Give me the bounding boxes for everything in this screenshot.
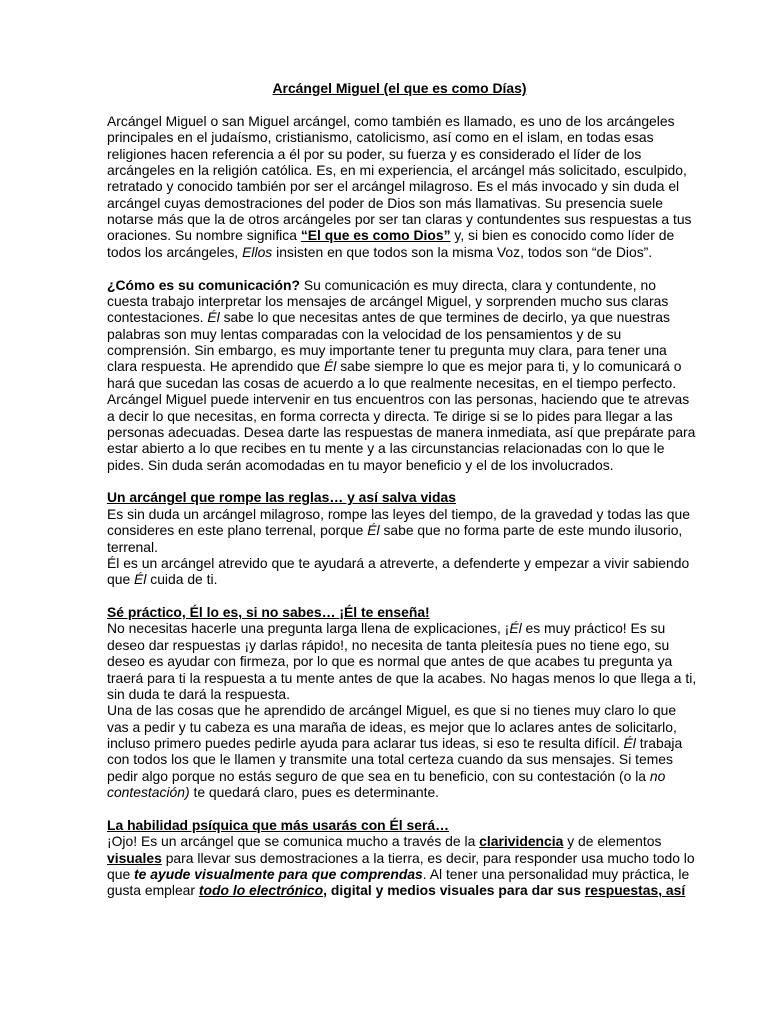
text-line xyxy=(107,735,692,751)
document-section xyxy=(107,816,695,899)
text-line xyxy=(107,555,692,571)
text-run: Arcángel Miguel o san Miguel arcángel, como también es llamado, es uno de los arcángeles xyxy=(107,112,675,129)
emphasis-text: todo lo electrónico xyxy=(198,882,324,899)
text-run: te quedará claro, pues es determinante. xyxy=(189,784,440,801)
text-run: estar abierto a lo que recibes en tu mente y a las circunstancias relacionadas con lo que le xyxy=(107,440,665,457)
text-run: sabe lo que necesitas antes de que termines de decirlo, ya que nuestras xyxy=(219,309,670,326)
text-run: que xyxy=(107,866,135,882)
text-run: y, si bien es conocido como líder de xyxy=(450,227,675,244)
text-line xyxy=(107,408,692,424)
text-run: oraciones. Su nombre significa xyxy=(107,227,301,244)
text-line xyxy=(107,522,692,538)
text-run: ¡Ojo! Es un arcángel que se comunica mucho a través de la xyxy=(107,833,480,850)
emphasis-text: Él xyxy=(367,522,380,539)
text-run: pedir algo porque no estás seguro de que sea en tu beneficio, con su contestación (o la xyxy=(107,767,650,784)
text-run: insisten en que todos son la misma Voz, todos son “de Dios”. xyxy=(272,243,653,260)
paragraph xyxy=(107,506,692,555)
emphasis-text: clarividencia xyxy=(479,833,564,850)
text-run: hará que sucedan las cosas de acuerdo a lo que realmente necesitas, en el tiempo perfecto. xyxy=(107,374,677,391)
text-run: incluso primero puedes pedirle ayuda para aclarar tus ideas, si eso te resulta difícil. xyxy=(107,735,624,751)
text-run: personas adecuadas. Desea darte las respuestas de manera inmediata, así que prepárate para xyxy=(107,423,696,440)
text-run: . Al tener una personalidad muy práctica, le xyxy=(422,866,690,882)
text-line xyxy=(107,113,692,129)
text-run: con todos los que le llamen y transmite una total certeza cuando da sus mensajes. Si temes xyxy=(107,751,673,768)
text-run: retratado y conocido también por ser el arcángel milagroso. Es el más invocado y sin duda el xyxy=(107,178,680,195)
document-section xyxy=(107,276,696,474)
text-line xyxy=(107,637,692,653)
section-heading: Un arcángel que rompe las reglas… y así salva vidas xyxy=(107,489,456,506)
text-line xyxy=(107,375,692,391)
text-line xyxy=(107,620,692,636)
text-run: cuida de ti. xyxy=(146,571,218,588)
text-run: es muy práctico! Es su xyxy=(521,620,666,637)
text-line xyxy=(107,866,692,882)
text-run: consideres en este plano terrenal, porque xyxy=(107,522,368,539)
text-line xyxy=(107,146,692,162)
text-run: Es sin duda un arcángel milagroso, rompe las leyes del tiempo, de la gravedad y todas las que xyxy=(107,505,690,522)
text-line xyxy=(107,686,692,702)
text-run: todos los arcángeles, xyxy=(107,243,243,260)
paragraph xyxy=(107,555,692,588)
text-line xyxy=(107,227,692,243)
text-line xyxy=(107,211,692,227)
text-run: gusta emplear xyxy=(107,882,199,899)
text-line xyxy=(107,833,692,849)
text-line xyxy=(107,849,695,866)
text-run: palabras son muy lentas comparadas con la velocidad de los pensamientos y de su xyxy=(107,325,622,342)
emphasis-text: “El que es como Dios” xyxy=(300,227,451,244)
emphasis-text: ¿Cómo es su comunicación? xyxy=(107,276,300,293)
emphasis-text: te ayude visualmente para que comprendas xyxy=(134,866,423,882)
text-run: deseo dar respuestas ¡y darlas rápido!, no necesita de tanta pleitesía pues no tiene ego, su xyxy=(107,636,670,653)
text-run: vas a pedir y tu cabeza es una maraña de ideas, es mejor que lo aclares antes de solicitarlo, xyxy=(107,718,677,735)
text-run: traerá para ti la respuesta a tu mente antes de que la acabes. No hagas menos lo que llega a ti, xyxy=(107,669,697,686)
text-line xyxy=(107,719,692,735)
document-article xyxy=(107,80,697,899)
text-line xyxy=(107,129,692,145)
paragraph xyxy=(107,702,692,800)
text-run: religiones hacen referencia a él por su poder, su fuerza y es considerado el líder de los xyxy=(107,145,642,162)
emphasis-text: Él xyxy=(623,735,636,751)
text-run: trabaja xyxy=(635,735,683,751)
text-run: cuesta trabajo interpretar los mensajes de arcángel Miguel, y sorprenden mucho sus claras xyxy=(107,292,669,309)
text-line xyxy=(107,309,692,325)
text-line xyxy=(107,669,697,686)
paragraph xyxy=(107,276,696,474)
text-run: Una de las cosas que he aprendido de arcángel Miguel, es que si no tienes muy claro lo que xyxy=(107,702,677,719)
text-line xyxy=(107,244,692,260)
text-run: y de elementos xyxy=(563,833,662,850)
emphasis-text: Ellos xyxy=(242,243,273,260)
text-line xyxy=(107,342,692,358)
text-run: arcángeles en la religión católica. Es, en mi experiencia, el arcángel más solicitado, esculpido, xyxy=(107,161,687,178)
text-line xyxy=(107,506,692,522)
text-run: contestaciones. xyxy=(107,309,208,326)
text-line xyxy=(107,423,696,440)
text-run: deseo es ayudar con firmeza, por lo que es normal que antes de que acabes tu pregunta ya xyxy=(107,653,673,670)
text-run: arcángel cuyas demostraciones del poder de Dios son más llamativas. Su presencia suele xyxy=(107,194,663,211)
text-line xyxy=(107,768,692,784)
emphasis-text: Él xyxy=(134,571,147,588)
text-line xyxy=(107,293,692,309)
text-run: para llevar sus demostraciones a la tierra, es decir, para responder usa mucho todo lo xyxy=(161,849,695,866)
document-body xyxy=(107,112,697,899)
emphasis-text: respuestas, así xyxy=(584,882,686,899)
text-run: Arcángel Miguel puede intervenir en tus encuentros con las personas, haciendo que te atrevas xyxy=(107,391,690,408)
text-line xyxy=(107,784,692,800)
section-heading: La habilidad psíquica que más usarás con Él será… xyxy=(107,816,449,833)
text-run: sabe siempre lo que es mejor para ti, y lo comunicará o xyxy=(336,358,682,375)
paragraph xyxy=(107,833,695,899)
text-line xyxy=(107,751,692,767)
text-run: sabe que no forma parte de este mundo ilusorio, xyxy=(379,522,683,539)
text-run: pides. Sin duda serán acomodadas en tu mayor beneficio y el de los involucrados. xyxy=(107,456,614,473)
emphasis-text: contestación) xyxy=(107,784,190,801)
text-line xyxy=(107,358,692,374)
text-run: comprensión. Sin embargo, es muy importante tener tu pregunta muy clara, para tener una xyxy=(107,342,667,358)
document-title: Arcángel Miguel (el que es como Días) xyxy=(272,80,527,96)
text-line xyxy=(107,702,692,718)
text-line xyxy=(107,539,692,555)
text-run: Su comunicación es muy directa, clara y contundente, no xyxy=(299,276,656,293)
section-heading: Sé práctico, Él lo es, si no sabes… ¡Él te enseña! xyxy=(107,604,430,620)
text-run: a decir lo que necesitas, en forma correcta y directa. Te dirige si se lo pides para llegar a las xyxy=(107,407,673,424)
text-line xyxy=(107,326,692,342)
text-line xyxy=(107,457,692,473)
document-section xyxy=(107,113,692,260)
emphasis-text: Él xyxy=(324,358,337,375)
text-line xyxy=(107,440,692,456)
text-line xyxy=(107,178,692,194)
text-line xyxy=(107,653,692,669)
paragraph xyxy=(107,620,697,702)
emphasis-text: no xyxy=(649,767,666,784)
text-line xyxy=(107,882,692,898)
text-line xyxy=(107,162,692,178)
text-line xyxy=(107,277,692,293)
text-run: clara respuesta. He aprendido que xyxy=(107,358,324,375)
emphasis-text: visuales xyxy=(107,849,162,866)
text-run: sin duda te dará la respuesta. xyxy=(107,685,291,702)
text-run: terrenal. xyxy=(107,538,158,555)
emphasis-text: Él xyxy=(207,309,220,326)
text-run: principales en el judaísmo, cristianismo, catolicismo, así como en el islam, en todas esas xyxy=(107,129,654,146)
text-run: No necesitas hacerle una pregunta larga llena de explicaciones, ¡ xyxy=(107,620,510,637)
document-section xyxy=(107,604,697,801)
emphasis-text: Él xyxy=(509,620,522,637)
document-section xyxy=(107,489,692,587)
text-line xyxy=(107,571,692,587)
text-run: que xyxy=(107,571,135,588)
emphasis-text: , digital y medios visuales para dar sus xyxy=(323,882,585,899)
paragraph xyxy=(107,113,692,260)
text-line xyxy=(107,195,692,211)
text-run: notarse más que la de otros arcángeles por ser tan claras y contundentes sus respuestas a tus xyxy=(107,211,692,227)
text-line xyxy=(107,391,692,407)
text-run: Él es un arcángel atrevido que te ayudará a atreverte, a defenderte y empezar a vivir sabiendo xyxy=(107,554,690,571)
